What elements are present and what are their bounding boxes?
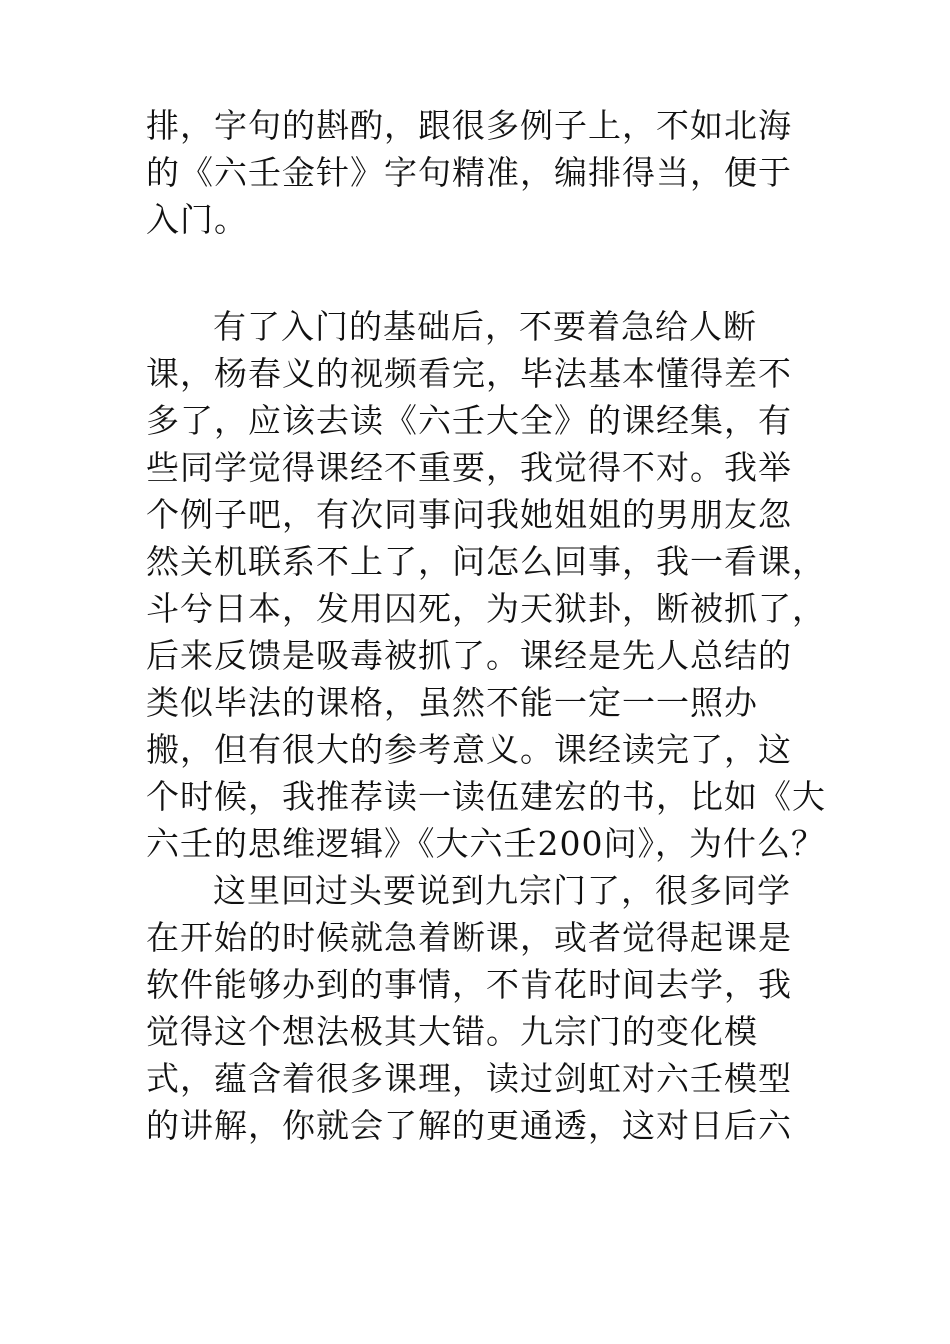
text-line: 觉得这个想法极其大错。九宗门的变化模 — [146, 1012, 758, 1051]
text-line: 的讲解，你就会了解的更通透，这对日后六 — [146, 1106, 792, 1145]
text-line: 式，蕴含着很多课理，读过剑虹对六壬模型 — [146, 1059, 792, 1098]
body-paragraphs — [146, 303, 826, 1149]
text-line: 类似毕法的课格，虽然不能一定一一照办 — [146, 683, 758, 722]
text-line: 后来反馈是吸毒被抓了。课经是先人总结的 — [146, 636, 792, 675]
text-line: 在开始的时候就急着断课，或者觉得起课是 — [146, 918, 792, 957]
text-line: 课，杨春义的视频看完，毕法基本懂得差不 — [146, 354, 792, 393]
text-line: 这里回过头要说到九宗门了，很多同学 — [213, 871, 791, 910]
text-line: 多了，应该去读《六壬大全》的课经集，有 — [146, 401, 792, 440]
text-line: 搬，但有很大的参考意义。课经读完了，这 — [146, 730, 792, 769]
text-line: 然关机联系不上了，问怎么回事，我一看课， — [146, 542, 826, 581]
text-line: 斗兮日本，发用囚死，为天狱卦，断被抓了， — [146, 589, 826, 628]
paragraph-continuation — [146, 102, 810, 243]
text-line: 有了入门的基础后，不要着急给人断 — [213, 307, 757, 346]
text-line: 的《六壬金针》字句精准，编排得当，便于 — [146, 153, 792, 192]
text-line: 六壬的思维逻辑》《大六壬200问》，为什么？ — [146, 824, 825, 863]
text-line: 个例子吧，有次同事问我她姐姐的男朋友忽 — [146, 495, 792, 534]
text-line: 个时候，我推荐读一读伍建宏的书，比如《大 — [146, 777, 826, 816]
text-line: 软件能够办到的事情，不肯花时间去学，我 — [146, 965, 792, 1004]
text-line: 些同学觉得课经不重要，我觉得不对。我举 — [146, 448, 792, 487]
text-line: 排，字句的斟酌，跟很多例子上，不如北海 — [146, 106, 792, 145]
text-line: 入门。 — [146, 200, 248, 239]
